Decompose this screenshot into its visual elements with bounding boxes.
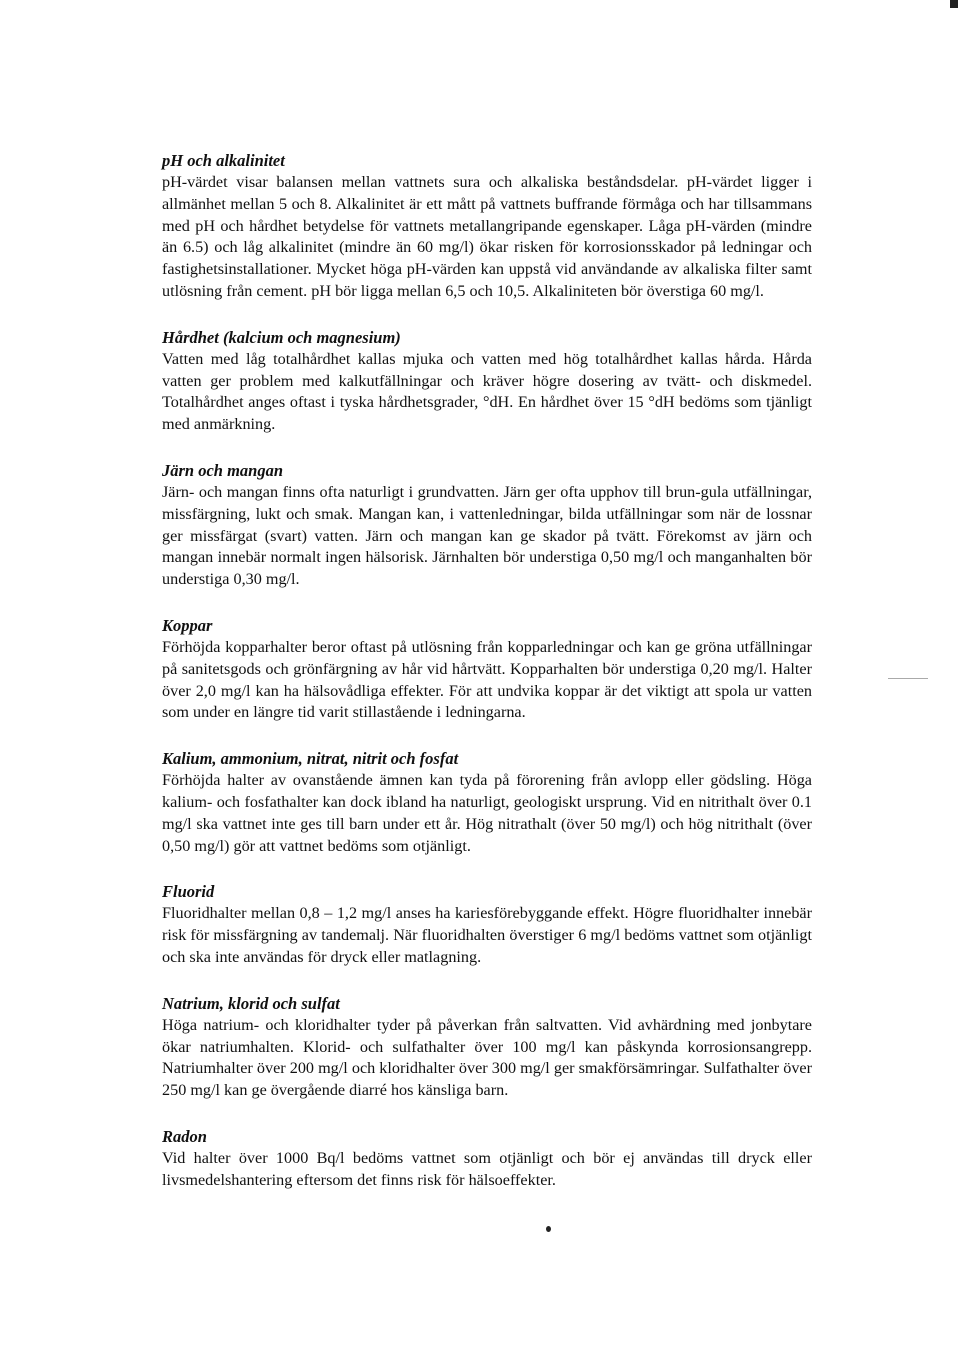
section-heading: Koppar: [162, 615, 213, 635]
section-hardhet: [162, 327, 812, 436]
scan-speck: [950, 0, 958, 8]
section-heading: pH och alkalinitet: [162, 151, 285, 170]
section-heading: Hårdhet (kalcium och magnesium): [162, 327, 401, 347]
section-fluorid: [162, 881, 812, 968]
section-radon: [162, 1126, 812, 1192]
section-paragraph: Vatten med låg totalhårdhet kallas mjuka och vatten med hög totalhårdhet kallas hårda. Hårda vatten ger problem med kalkutfällningar och kräver högre dosering av tvätt- och diskmedel. Totalhårdhet anges oftast i tyska hårdhetsgrader, °dH. En hårdhet över 15 °dH bedöms som tjänligt med anmärkning.: [162, 349, 812, 434]
section-ph-alkalinitet: [162, 150, 812, 303]
section-heading: Kalium, ammonium, nitrat, nitrit och fosfat: [162, 749, 459, 769]
scan-speck: [546, 1226, 551, 1232]
section-koppar: [162, 615, 812, 724]
section-heading: Järn och mangan: [162, 460, 284, 480]
section-heading: Radon: [162, 1126, 207, 1146]
section-heading: Natrium, klorid och sulfat: [162, 993, 340, 1013]
section-paragraph: Höga natrium- och kloridhalter tyder på påverkan från saltvatten. Vid avhärdning med jonbytare ökar natriumhalten. Klorid- och sulfathalter över 100 mg/l kan påskynda korrosionsangrepp. Natriumhalter över 200 mg/l och kloridhalter över 300 mg/l ger smakförsämringar. Sulfathalter över 250 mg/l kan ge övergående diarré hos känsliga barn.: [162, 1015, 812, 1100]
section-paragraph: pH-värdet visar balansen mellan vattnets sura och alkaliska beståndsdelar. pH-värdet ligger i allmänhet mellan 5 och 8. Alkalinitet är ett mått på vattnets buffrande förmåga och har tillsammans med pH och hårdhet betydelse för vattnets metallangripande egenskaper. Låga pH-värden (mindre än 6.5) och låg alkalinitet (mindre än 60 mg/l) ökar risken för korrosionsskador på ledningar och fastighetsinstallationer. Mycket höga pH-värden kan uppstå vid användande av alkaliska filter samt utlösning från cement. pH bör ligga mellan 6,5 och 10,5. Alkaliniteten bör överstiga 60 mg/l.: [162, 173, 812, 300]
section-paragraph: Förhöjda kopparhalter beror oftast på utlösning från kopparledningar och kan ge gröna utfällningar på sanitetsgods och grönfärgning av hår vid hårtvätt. Kopparhalten bör understiga 0,20 mg/l. Halter över 2,0 mg/l kan ha hälsovådliga effekter. För att undvika koppar är det viktigt att spola ur vatten som under en längre tid varit stillastående i ledningarna.: [162, 637, 812, 722]
section-jarn-mangan: [162, 460, 812, 591]
section-kalium-ammonium-nitrat: [162, 748, 812, 857]
section-natrium-klorid-sulfat: [162, 993, 812, 1102]
section-paragraph: Fluoridhalter mellan 0,8 – 1,2 mg/l anses ha kariesförebyggande effekt. Högre fluoridhalter innebär risk för missfärgning av tandemalj. När fluoridhalten överstiger 6 mg/l bedöms vattnet som otjänligt och ska inte användas för dryck eller matlagning.: [162, 904, 812, 966]
document-body: [162, 150, 812, 1216]
section-paragraph: Vid halter över 1000 Bq/l bedöms vattnet som otjänligt och bör ej användas till dryck eller livsmedelshantering eftersom det finns risk för hälsoeffekter.: [162, 1148, 812, 1189]
section-heading: Fluorid: [162, 882, 215, 902]
section-paragraph: Järn- och mangan finns ofta naturligt i grundvatten. Järn ger ofta upphov till brun-gula utfällningar, missfärgning, lukt och smak. Mangan kan, i vattenledningar, bilda utfällningar som när de lossnar ger missfärgat (svart) vatten. Järn och mangan kan ge skador på tvätt. Förekomst av järn och mangan innebär normalt ingen hälsorisk. Järnhalten bör understiga 0,50 mg/l och manganhalten bör understiga 0,30 mg/l.: [162, 482, 812, 589]
section-paragraph: Förhöjda halter av ovanstående ämnen kan tyda på förorening från avlopp eller gödsling. Höga kalium- och fosfathalter kan dock ibland ha naturligt, geologiskt ursprung. Vid en nitrithalt över 0.1 mg/l ska vattnet inte ges till barn under ett år. Hög nitrathalt (över 50 mg/l) och hög nitrithalt (över 0,50 mg/l) gör att vattnet bedöms som otjänligt.: [162, 771, 812, 855]
scan-mark: [888, 678, 928, 679]
